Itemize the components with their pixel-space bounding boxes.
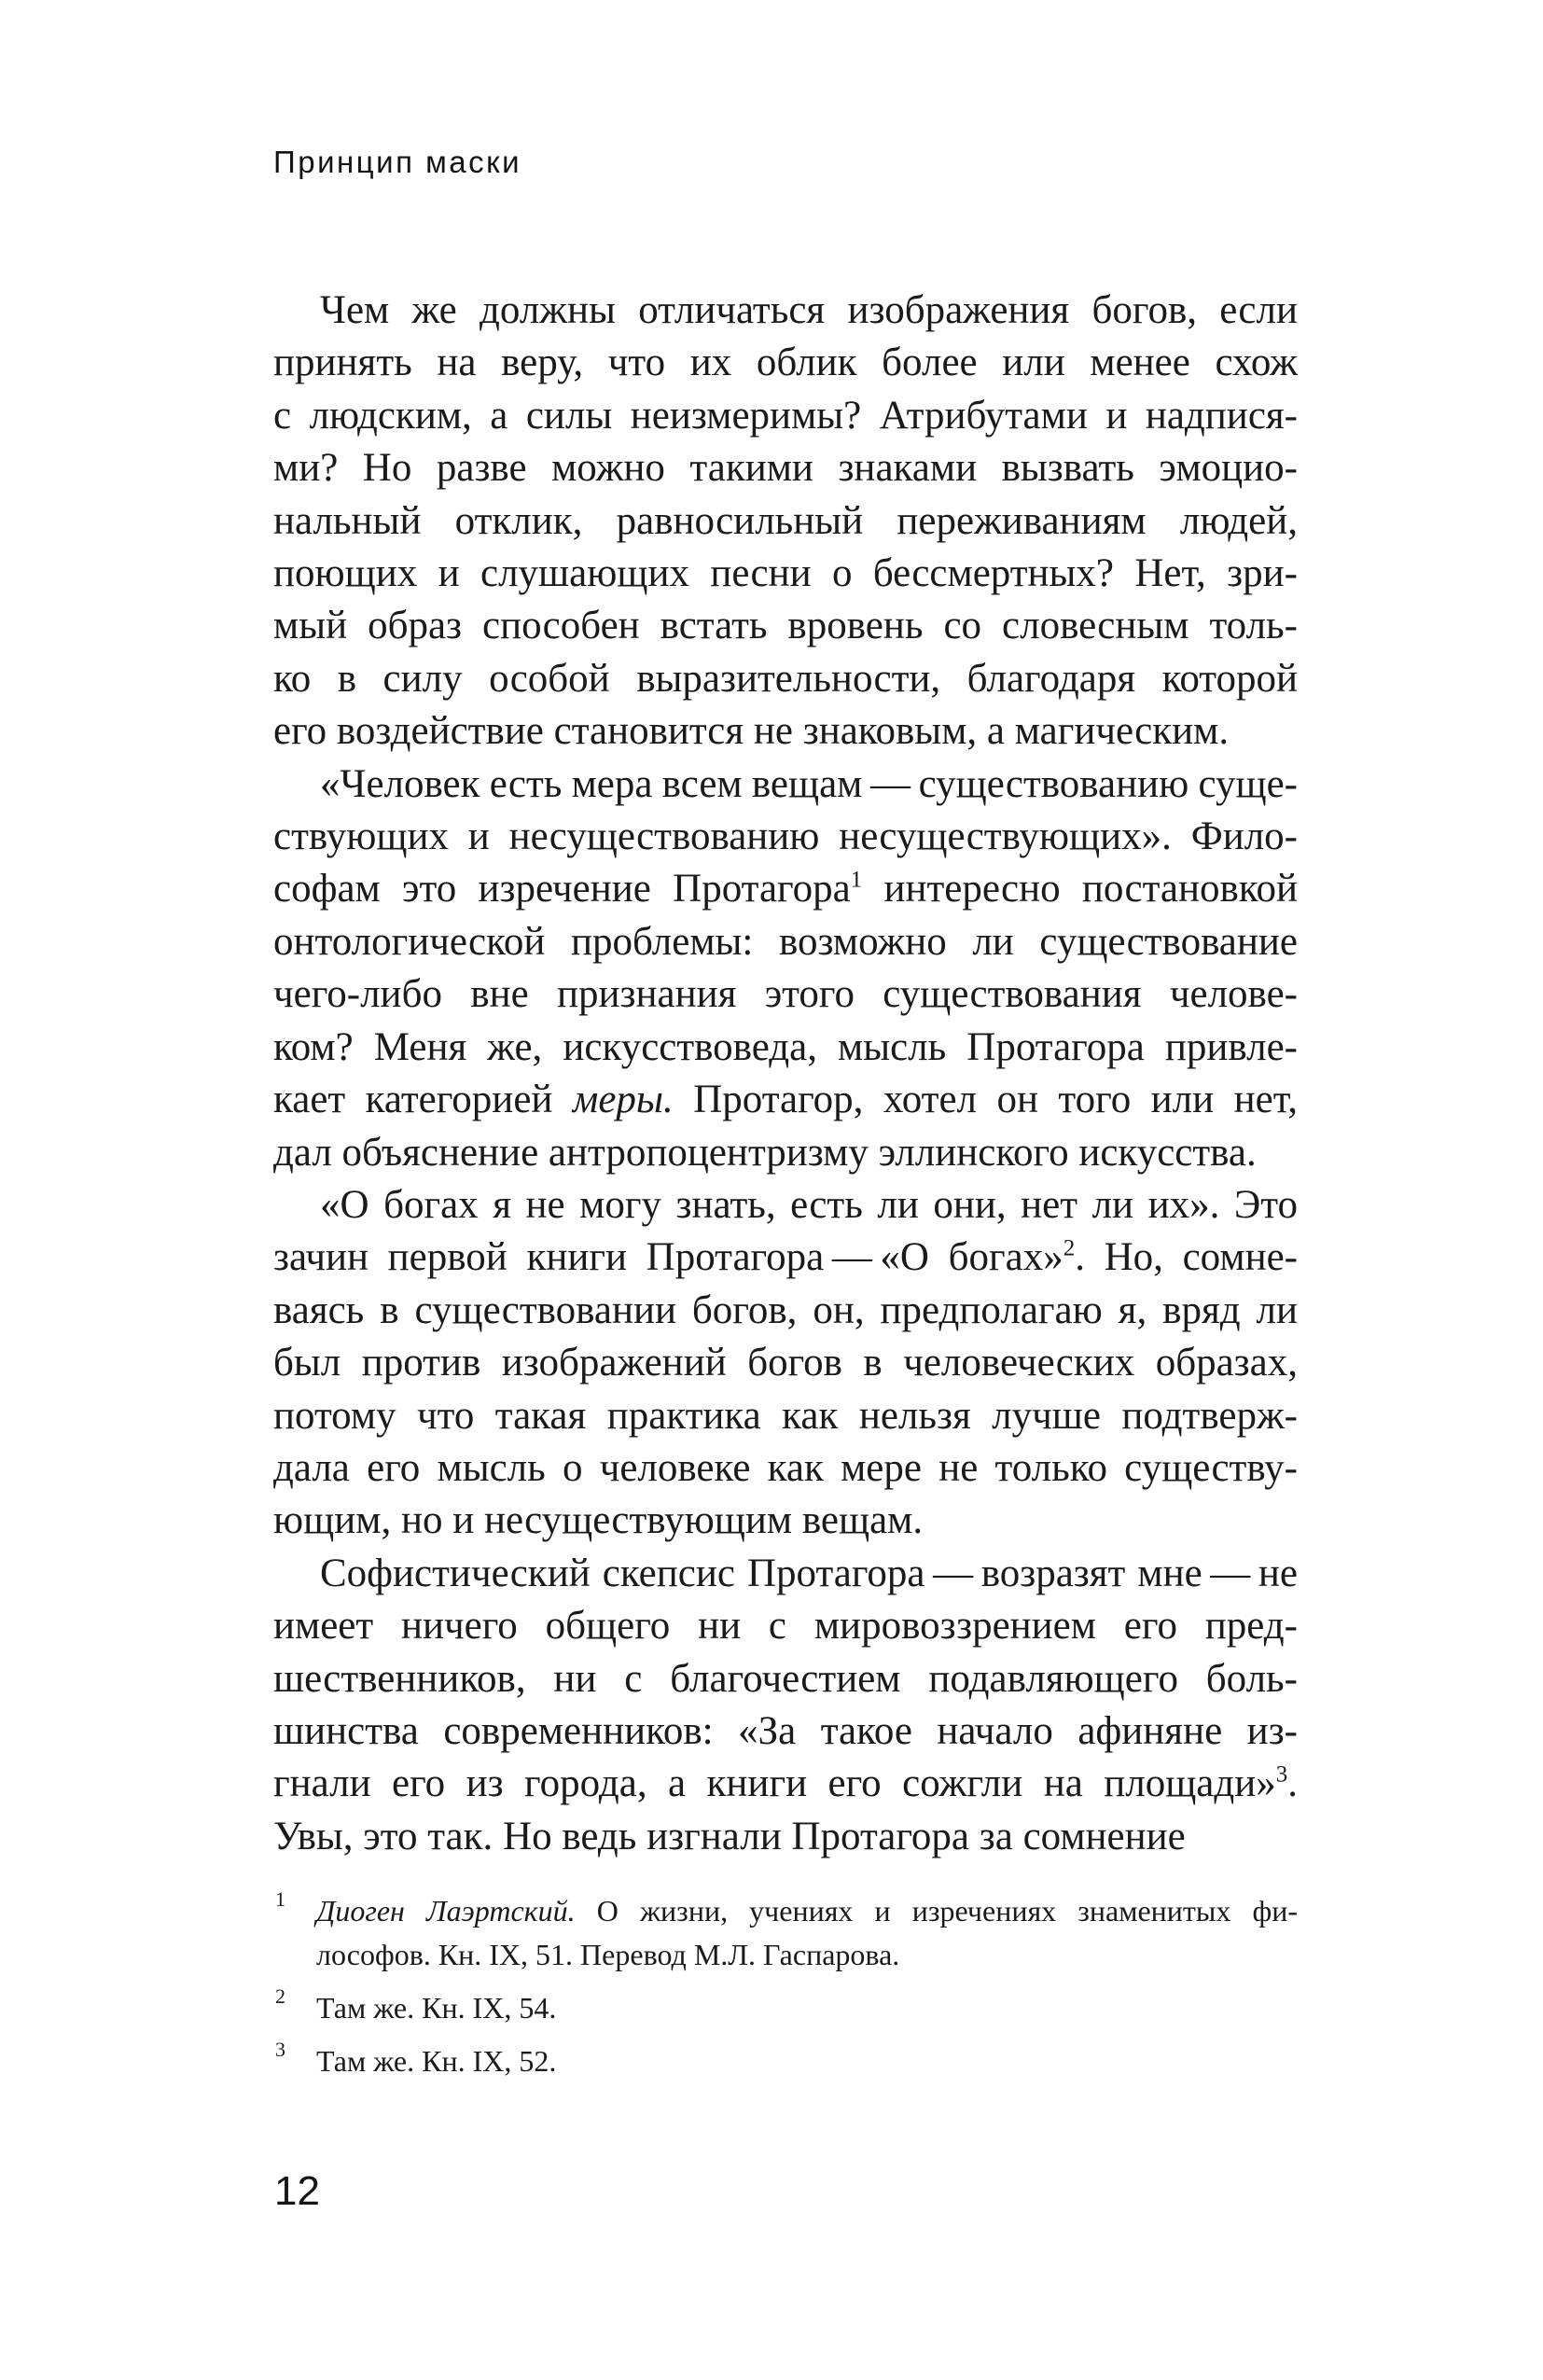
text-line-content [273,920,1298,964]
text-segment: «О богах я не могу знать, есть ли они, нет ли их». Это [320,1182,1298,1227]
text-segment: . [1287,1761,1298,1806]
text-segment: . Но, сомне- [1075,1235,1298,1280]
italic-text: Диоген Лаэртский. [316,1894,576,1928]
text-segment: потому что такая практика как нельзя лучше подтверж- [273,1393,1298,1438]
text-segment: дал объяснение антропоцентризму эллинского искусства. [273,1130,1257,1175]
footnote-marker: 3 [275,2038,285,2061]
footnote-ref: 3 [1275,1762,1288,1788]
text-line [273,916,1298,968]
text-segment: ми? Но разве можно такими знаками вызвать эмоцио- [273,446,1298,491]
text-line [273,337,1298,389]
text-segment: «Человек есть мера всем вещам — существованию суще- [320,761,1298,806]
text-line-content [273,972,1298,1016]
text-line [273,1179,1298,1232]
text-line [273,600,1298,652]
text-line [273,1653,1298,1705]
text-line [273,705,1298,758]
text-segment: чего-либо вне признания этого существования челове- [273,972,1298,1017]
footnote-ref: 2 [1063,1235,1076,1261]
page-number: 12 [274,2168,320,2214]
text-segment: Там же. Кн. IX, 52. [316,2044,557,2078]
text-line [273,442,1298,494]
text-line [316,1986,1298,2030]
text-line-content [273,341,1298,384]
text-line [273,968,1298,1021]
footnote-marker: 2 [275,1984,285,2008]
italic-text: меры. [572,1078,674,1122]
text-line [273,1232,1298,1284]
text-segment: О жизни, учениях и изречениях знаменитых фи- [575,1894,1299,1928]
text-line-content [320,1183,1298,1227]
text-segment: Протагор, хотел он того или нет, [673,1078,1298,1122]
text-line [273,1127,1298,1179]
text-line [273,1337,1298,1389]
text-line-content [273,551,1298,595]
text-segment: Увы, это так. Но ведь изгнали Протагора за сомнение [273,1814,1186,1858]
text-line [273,285,1298,337]
text-segment: был против изображений богов в человеческих образах, [273,1341,1298,1385]
text-line-content [273,1446,1298,1490]
text-segment: ваясь в существовании богов, он, предполагаю я, вряд ли [273,1287,1298,1332]
text-segment: его воздействие становится не знаковым, а магическим. [273,709,1230,754]
footnote [273,2039,1298,2083]
text-line-content [316,1991,556,2025]
text-line [273,1022,1298,1074]
text-line-content [316,1938,899,1971]
footnote [273,1889,1298,1977]
text-segment: лософов. Кн. IX, 51. Перевод М.Л. Гаспарова. [316,1938,900,1971]
text-line [316,1889,1298,1933]
text-segment: принять на веру, что их облик более или менее схож [273,341,1298,385]
text-line-content [273,446,1298,490]
text-segment: интересно постановкой [862,867,1299,912]
text-segment: кает категорией [273,1078,573,1122]
text-segment: Чем же должны отличаться изображения богов, если [320,288,1298,332]
text-line-content [273,657,1298,701]
text-segment: ствующих и несуществованию несуществующих». Фило- [273,814,1298,859]
text-segment: нальный отклик, равносильный переживаниям людей, [273,498,1298,543]
text-segment: дала его мысль о человеке как мере не только существу- [273,1445,1298,1490]
text-segment: ющим, но и несуществующим вещам. [273,1498,924,1543]
text-line-content [316,1894,1298,1928]
body-text [273,285,1298,1863]
text-segment: с людским, а силы неизмеримы? Атрибутами и надпися- [273,393,1298,438]
text-segment: ко в силу особой выразительности, благодаря которой [273,656,1298,701]
text-line-content [273,1498,923,1542]
text-line-content [273,499,1298,543]
text-line-content [273,1709,1298,1753]
text-line [273,863,1298,915]
text-segment: онтологической проблемы: возможно ли существование [273,919,1298,964]
text-line [273,1442,1298,1495]
text-line-content [273,1657,1298,1701]
text-line [273,1758,1298,1810]
text-segment: ком? Меня же, искусствоведа, мысль Протагора привле- [273,1024,1298,1069]
text-line-content [273,709,1229,753]
footnote-marker: 1 [275,1887,285,1911]
text-line-content [316,2044,556,2078]
text-line-content [273,1341,1298,1385]
text-segment: софам это изречение Протагора [273,867,851,912]
text-line [316,1933,1298,1977]
text-line [273,548,1298,600]
text-line [273,1074,1298,1126]
text-line-content [273,1235,1298,1279]
footnotes [273,1889,1298,2093]
text-line-content [273,1394,1298,1438]
text-segment: Софистический скепсис Протагора — возразят мне — не [320,1551,1298,1595]
text-segment: зачин первой книги Протагора — «О богах» [273,1235,1063,1280]
text-line [273,1600,1298,1652]
text-segment: имеет ничего общего ни с мировоззрением его пред- [273,1604,1298,1649]
text-line [273,390,1298,442]
text-segment: мый образ способен встать вровень со словесным толь- [273,604,1298,648]
text-line [273,1495,1298,1547]
text-line-content [273,604,1298,647]
text-line [316,2039,1298,2083]
text-line-content [273,1288,1298,1332]
footnote-ref: 1 [850,868,863,894]
text-line-content [273,1815,1186,1858]
text-segment: шинства современников: «За такое начало афиняне из- [273,1708,1298,1753]
text-line-content [273,814,1298,858]
text-line-content [273,1131,1257,1175]
text-line [273,1285,1298,1337]
text-line-content [273,1025,1298,1069]
text-line [273,1705,1298,1758]
text-line-content [273,1761,1298,1805]
text-line [273,653,1298,705]
text-line-content [273,867,1298,911]
text-segment: гнали его из города, а книги его сожгли на площади» [273,1761,1276,1806]
text-line [273,495,1298,548]
text-line [273,759,1298,811]
text-line [273,811,1298,863]
text-line-content [273,394,1298,438]
text-line [273,1390,1298,1442]
text-line [273,1811,1298,1863]
text-line-content [320,1552,1298,1595]
text-segment: Там же. Кн. IX, 54. [316,1991,557,2025]
text-line-content [320,762,1298,806]
text-segment: поющих и слушающих песни о бессмертных? Нет, зри- [273,551,1298,596]
text-line [273,1548,1298,1600]
footnote [273,1986,1298,2030]
text-line-content [273,1078,1298,1121]
text-line-content [273,1604,1298,1648]
text-line-content [320,288,1298,332]
running-head: Принцип маски [273,145,522,179]
text-segment: шественников, ни с благочестием подавляющего боль- [273,1656,1298,1701]
